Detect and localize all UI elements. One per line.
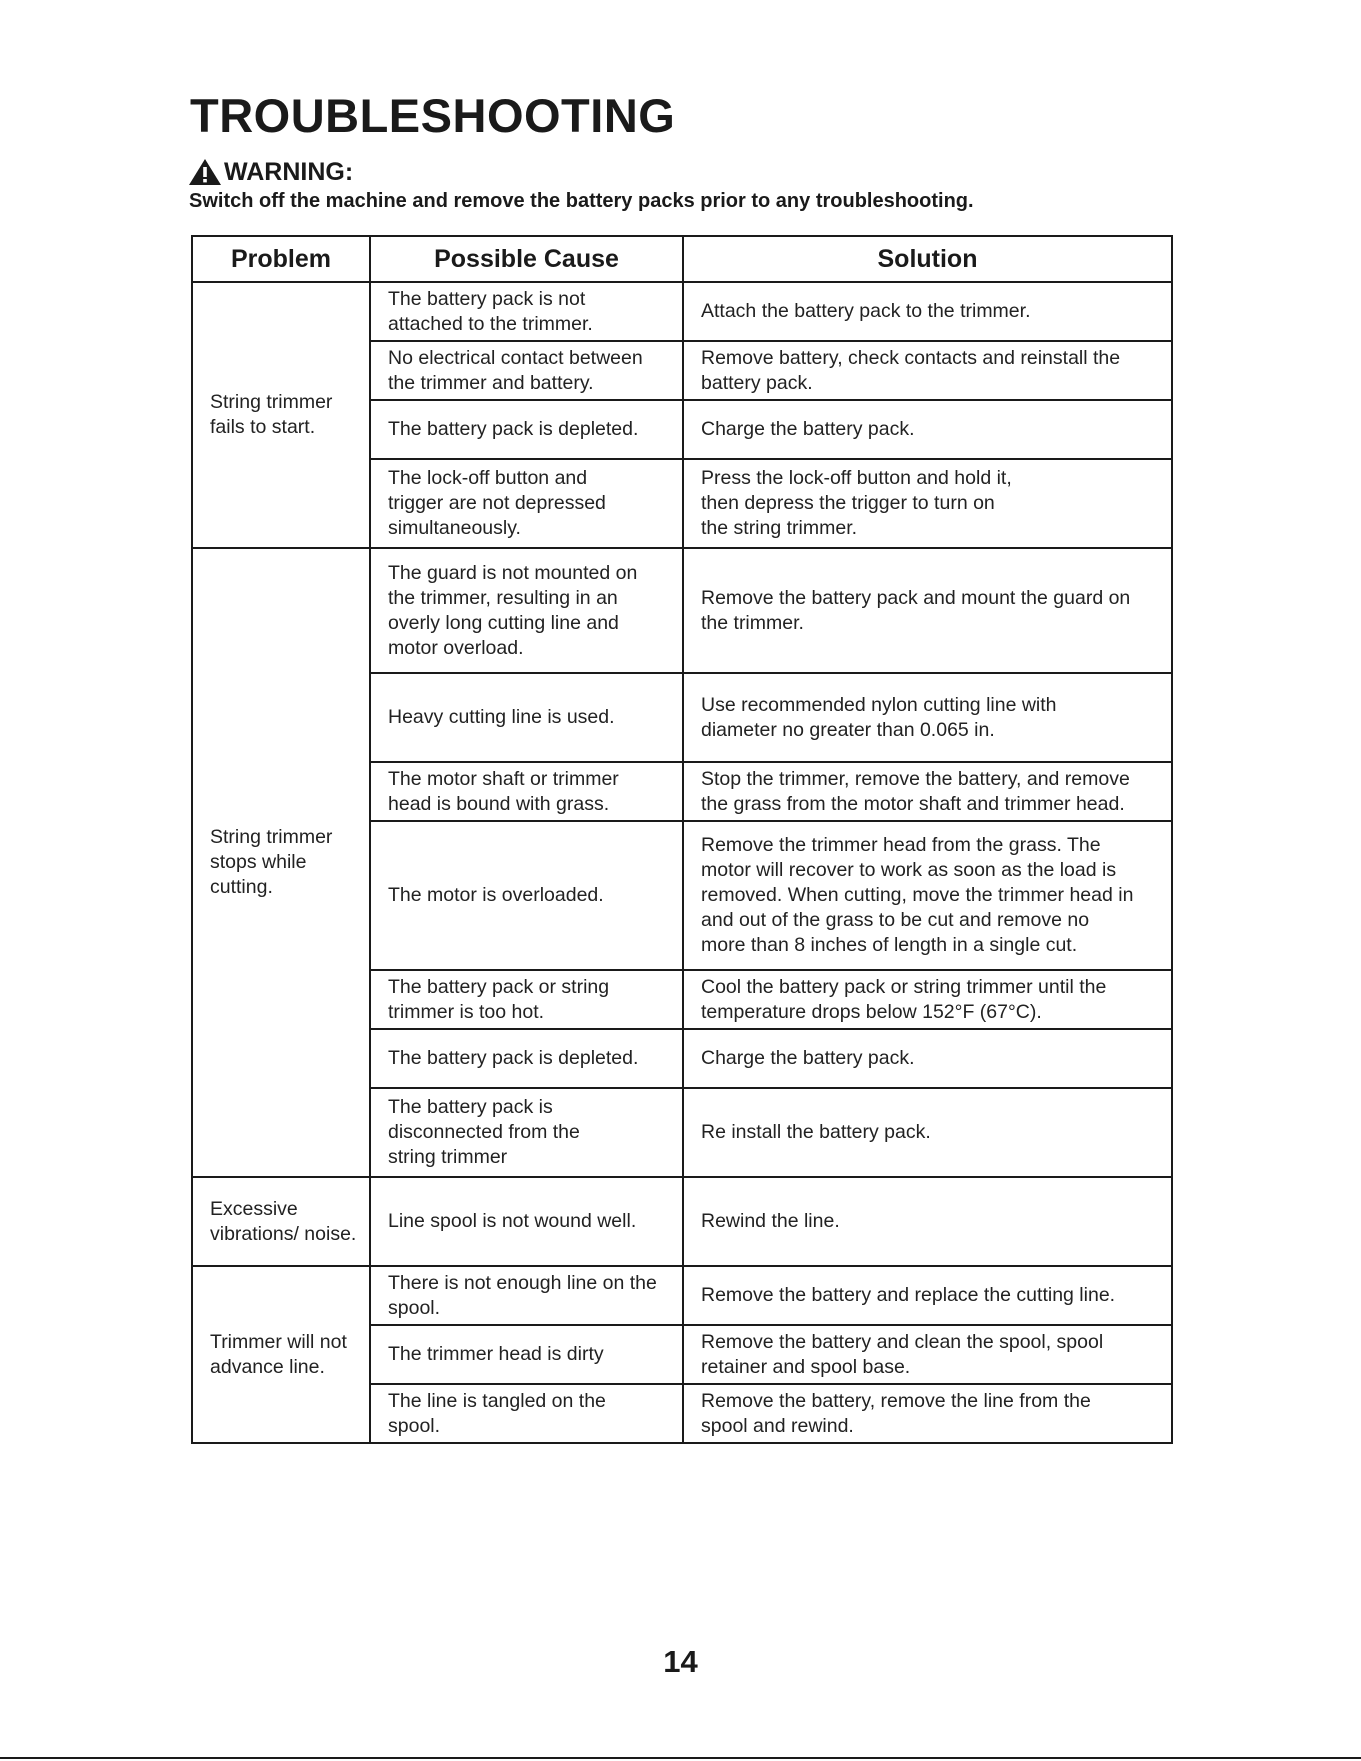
table-row	[192, 282, 1172, 341]
warning-triangle-icon	[188, 158, 222, 186]
problem-cell: Excessive vibrations/ noise.	[192, 1177, 370, 1266]
solution-cell: Remove the battery and replace the cutting line.	[683, 1266, 1172, 1325]
solution-cell: Remove the battery, remove the line from the spool and rewind.	[683, 1384, 1172, 1443]
solution-cell: Re install the battery pack.	[683, 1088, 1172, 1177]
cause-cell: The line is tangled on the spool.	[370, 1384, 683, 1443]
troubleshooting-table	[191, 235, 1173, 1444]
cause-cell: The trimmer head is dirty	[370, 1325, 683, 1384]
problem-cell: String trimmer fails to start.	[192, 282, 370, 548]
solution-cell: Remove the trimmer head from the grass. The motor will recover to work as soon as the load is removed. When cutting, move the trimmer head in and out of the grass to be cut and remove no more than 8 inches of length in a single cut.	[683, 821, 1172, 970]
solution-cell: Attach the battery pack to the trimmer.	[683, 282, 1172, 341]
table-row	[192, 1266, 1172, 1325]
table-row	[192, 548, 1172, 673]
cause-cell: Line spool is not wound well.	[370, 1177, 683, 1266]
cause-cell: The guard is not mounted on the trimmer, resulting in an overly long cutting line and motor overload.	[370, 548, 683, 673]
solution-cell: Remove the battery and clean the spool, spool retainer and spool base.	[683, 1325, 1172, 1384]
cause-cell: There is not enough line on the spool.	[370, 1266, 683, 1325]
header-solution: Solution	[683, 236, 1172, 282]
cause-cell: The battery pack is depleted.	[370, 1029, 683, 1088]
cause-cell: The motor is overloaded.	[370, 821, 683, 970]
solution-cell: Rewind the line.	[683, 1177, 1172, 1266]
table-header-row	[192, 236, 1172, 282]
solution-cell: Charge the battery pack.	[683, 400, 1172, 459]
bottom-rule	[0, 1757, 1361, 1759]
page-title: TROUBLESHOOTING	[190, 89, 676, 142]
solution-cell: Remove battery, check contacts and reinstall the battery pack.	[683, 341, 1172, 400]
cause-cell: No electrical contact between the trimmer and battery.	[370, 341, 683, 400]
solution-cell: Press the lock-off button and hold it, then depress the trigger to turn on the string trimmer.	[683, 459, 1172, 548]
cause-cell: The battery pack is depleted.	[370, 400, 683, 459]
problem-cell: Trimmer will not advance line.	[192, 1266, 370, 1443]
cause-cell: Heavy cutting line is used.	[370, 673, 683, 762]
table-body	[192, 282, 1172, 1443]
page-number: 14	[663, 1644, 698, 1679]
header-possible-cause: Possible Cause	[370, 236, 683, 282]
cause-cell: The lock-off button and trigger are not depressed simultaneously.	[370, 459, 683, 548]
warning-heading	[188, 157, 353, 187]
cause-cell: The motor shaft or trimmer head is bound with grass.	[370, 762, 683, 821]
solution-cell: Remove the battery pack and mount the guard on the trimmer.	[683, 548, 1172, 673]
warning-label: WARNING:	[224, 157, 354, 186]
solution-cell: Stop the trimmer, remove the battery, and remove the grass from the motor shaft and trimmer head.	[683, 762, 1172, 821]
problem-cell: String trimmer stops while cutting.	[192, 548, 370, 1177]
cause-cell: The battery pack or string trimmer is too hot.	[370, 970, 683, 1029]
warning-text: Switch off the machine and remove the battery packs prior to any troubleshooting.	[189, 190, 974, 212]
cause-cell: The battery pack is disconnected from the string trimmer	[370, 1088, 683, 1177]
solution-cell: Charge the battery pack.	[683, 1029, 1172, 1088]
table-row	[192, 1177, 1172, 1266]
cause-cell: The battery pack is not attached to the trimmer.	[370, 282, 683, 341]
solution-cell: Cool the battery pack or string trimmer until the temperature drops below 152°F (67°C).	[683, 970, 1172, 1029]
solution-cell: Use recommended nylon cutting line with diameter no greater than 0.065 in.	[683, 673, 1172, 762]
header-problem: Problem	[192, 236, 370, 282]
